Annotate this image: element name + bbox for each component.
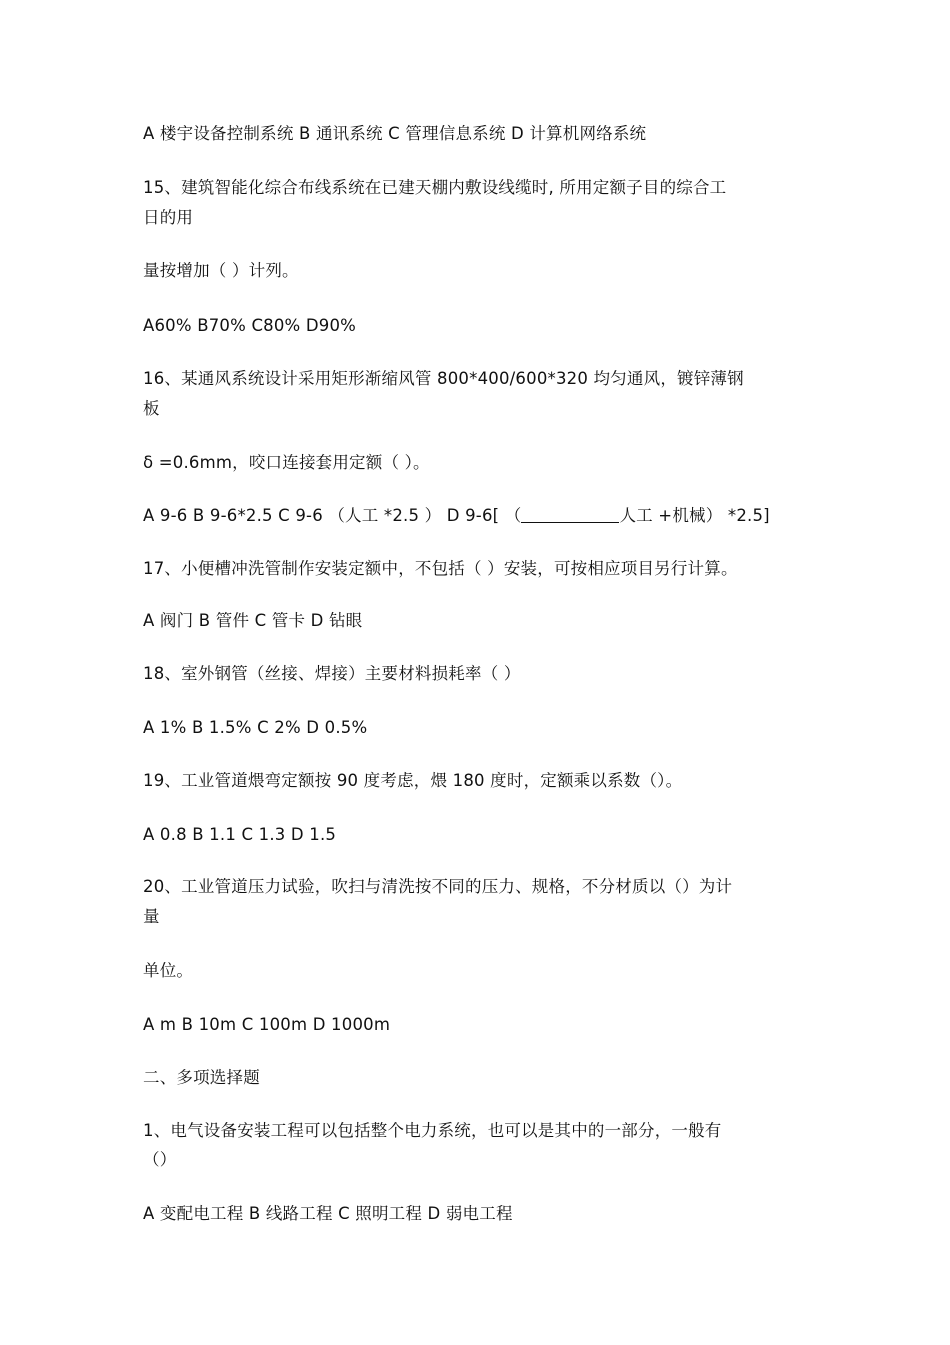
mq1-text: 1、电气设备安装工程可以包括整个电力系统，也可以是其中的一部分，一般有 — [143, 1121, 722, 1140]
q18-options: A 1% B 1.5% C 2% D 0.5% — [143, 718, 368, 737]
q15-text-cont: 日的用 — [143, 208, 194, 227]
q15-text: 15、建筑智能化综合布线系统在已建天棚内敷设线缆时, 所用定额子目的综合工 — [143, 178, 727, 197]
answer-blank — [521, 508, 619, 523]
q20-options: A m B 10m C 100m D 1000m — [143, 1015, 391, 1034]
q20-text: 20、工业管道压力试验，吹扫与清洗按不同的压力、规格，不分材质以（）为计 — [143, 877, 733, 896]
q18-text: 18、室外钢管（丝接、焊接）主要材料损耗率（ ） — [143, 664, 521, 683]
mq1-options: A 变配电工程 B 线路工程 C 照明工程 D 弱电工程 — [143, 1204, 513, 1223]
q19-options: A 0.8 B 1.1 C 1.3 D 1.5 — [143, 825, 337, 844]
q17-options: A 阀门 B 管件 C 管卡 D 钻眼 — [143, 611, 363, 630]
q20-text-cont: 量 — [143, 907, 160, 926]
section-heading: 二、多项选择题 — [143, 1068, 260, 1087]
q16-options — [143, 504, 770, 528]
q20-text-cont2: 单位。 — [143, 961, 194, 980]
q16-text-cont2: δ =0.6mm，咬口连接套用定额（ ）。 — [143, 453, 430, 472]
q15-text-cont2: 量按增加（ ）计列。 — [143, 261, 299, 280]
q17-text: 17、小便槽冲洗管制作安装定额中，不包括（ ）安装，可按相应项目另行计算。 — [143, 559, 738, 578]
q16-options-part1: A 9-6 B 9-6*2.5 C 9-6 （人工 *2.5 ） D 9-6[ （ — [143, 506, 522, 525]
q19-text: 19、工业管道煨弯定额按 90 度考虑，煨 180 度时，定额乘以系数（）。 — [143, 771, 683, 790]
q14-options: A 楼宇设备控制系统 B 通讯系统 C 管理信息系统 D 计算机网络系统 — [143, 124, 647, 143]
q16-text: 16、某通风系统设计采用矩形渐缩风管 800*400/600*320 均匀通风，镀锌薄钢 — [143, 369, 744, 388]
q16-options-part2: 人工 +机械） *2.5] — [619, 506, 770, 525]
mq1-text-cont: （） — [143, 1150, 177, 1169]
q15-options: A60% B70% C80% D90% — [143, 316, 357, 335]
q16-text-cont: 板 — [143, 399, 160, 418]
